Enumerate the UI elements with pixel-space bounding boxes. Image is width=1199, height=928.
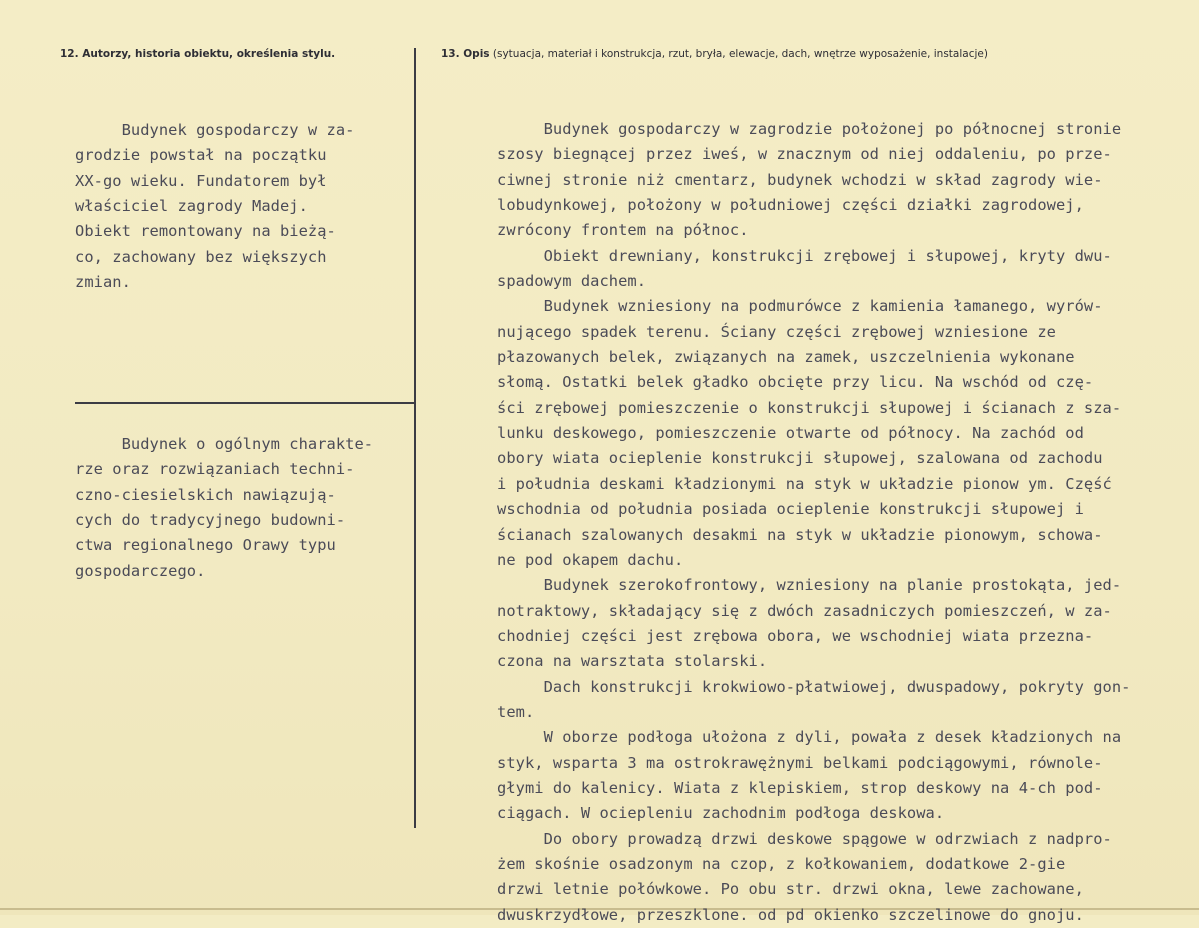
text-line: notraktowy, składający się z dwóch zasadniczych pomieszczeń, w za- [497, 601, 1112, 620]
text-line: ciwnej stronie niż cmentarz, budynek wchodzi w skład zagrody wie- [497, 170, 1103, 189]
text-line: ciągach. W ociepleniu zachodnim podłoga deskowa. [497, 804, 945, 823]
style-description-text [75, 432, 373, 584]
text-line: zwrócony frontem na północ. [497, 221, 749, 240]
text-line: Budynek gospodarczy w zagrodzie położonej po północnej stronie [497, 120, 1122, 138]
text-line: Obiekt remontowany na bieżą- [75, 222, 336, 241]
text-line: styk, wsparta 3 ma ostrokrawężnymi belkami podciągowymi, równole- [497, 753, 1103, 772]
text-line: ctwa regionalnego Orawy typu [75, 536, 336, 555]
text-line: Budynek wzniesiony na podmurówce z kamienia łamanego, wyrów- [497, 297, 1103, 316]
text-line: co, zachowany bez większych [75, 247, 327, 266]
text-line: Obiekt drewniany, konstrukcji zrębowej i słupowej, kryty dwu- [497, 246, 1112, 265]
text-line: chodniej części jest zrębowa obora, we wschodniej wiata przezna- [497, 626, 1094, 645]
left-section-divider [75, 402, 415, 404]
text-line: drzwi letnie połówkowe. Po obu str. drzwi okna, lewe zachowane, [497, 880, 1084, 899]
text-line: nującego spadek terenu. Ściany części zrębowej wzniesione ze [497, 322, 1056, 341]
text-line: spadowym dachem. [497, 272, 647, 291]
text-line: Budynek gospodarczy w za- [75, 121, 355, 139]
section-13-number: 13. Opis [441, 48, 490, 60]
text-line: zmian. [75, 273, 131, 292]
text-line: obory wiata ocieplenie konstrukcji słupowej, szalowana od zachodu [497, 449, 1103, 468]
text-line: ści zrębowej pomieszczenie o konstrukcji słupowej i ścianach z sza- [497, 398, 1122, 417]
text-line: lunku deskowego, pomieszczenie otwarte od północy. Na zachód od [497, 424, 1084, 443]
text-line: Dach konstrukcji krokwiowo-płatwiowej, dwuspadowy, pokryty gon- [497, 677, 1131, 696]
text-line: głymi do kalenicy. Wiata z klepiskiem, strop deskowy na 4-ch pod- [497, 778, 1103, 797]
section-13-subtitle: (sytuacja, materiał i konstrukcja, rzut, bryła, elewacje, dach, wnętrze wyposażenie, instalacje) [489, 48, 988, 60]
text-line: rze oraz rozwiązaniach techni- [75, 460, 355, 479]
text-line: żem skośnie osadzonym na czop, z kołkowaniem, dodatkowe 2-gie [497, 854, 1066, 873]
text-line: Budynek o ogólnym charakte- [75, 435, 374, 453]
text-line: właściciel zagrody Madej. [75, 197, 308, 216]
text-line: czona na warsztata stolarski. [497, 652, 768, 671]
text-line: płazowanych belek, związanych na zamek, uszczelnienia wykonane [497, 348, 1075, 367]
text-line: i południa deskami kładzionymi na styk w układzie pionow ym. Część [497, 474, 1112, 493]
building-description-text [497, 117, 1130, 928]
text-line: ścianach szalowanych desakmi na styk w układzie pionowym, schowa- [497, 525, 1103, 544]
text-line: W oborze podłoga ułożona z dyli, powała z desek kładzionych na [497, 728, 1122, 747]
text-line: dwuskrzydłowe, przeszklone. od pd okienko szczelinowe do gnoju. [497, 905, 1084, 924]
text-line: słomą. Ostatki belek gładko obcięte przy licu. Na wschód od czę- [497, 373, 1094, 392]
authors-history-text [75, 118, 354, 295]
section-13-header [441, 48, 988, 60]
text-line: lobudynkowej, położony w południowej części działki zagrodowej, [497, 196, 1084, 215]
section-12-header: 12. Autorzy, historia obiektu, określenia stylu. [60, 48, 336, 60]
text-line: tem. [497, 702, 535, 721]
text-line: XX-go wieku. Fundatorem był [75, 171, 327, 190]
text-line: Budynek szerokofrontowy, wzniesiony na planie prostokąta, jed- [497, 576, 1122, 595]
text-line: cych do tradycyjnego budowni- [75, 511, 346, 530]
text-line: gospodarczego. [75, 561, 206, 580]
text-line: Do obory prowadzą drzwi deskowe spągowe w odrzwiach z nadpro- [497, 829, 1112, 848]
text-line: czno-ciesielskich nawiązują- [75, 485, 336, 504]
text-line: wschodnia od południa posiada ocieplenie konstrukcji słupowej i [497, 500, 1084, 519]
column-divider [414, 48, 416, 828]
text-line: grodzie powstał na początku [75, 146, 327, 165]
text-line: ne pod okapem dachu. [497, 550, 684, 569]
text-line: szosy biegnącej przez iweś, w znacznym od niej oddaleniu, po prze- [497, 145, 1112, 164]
